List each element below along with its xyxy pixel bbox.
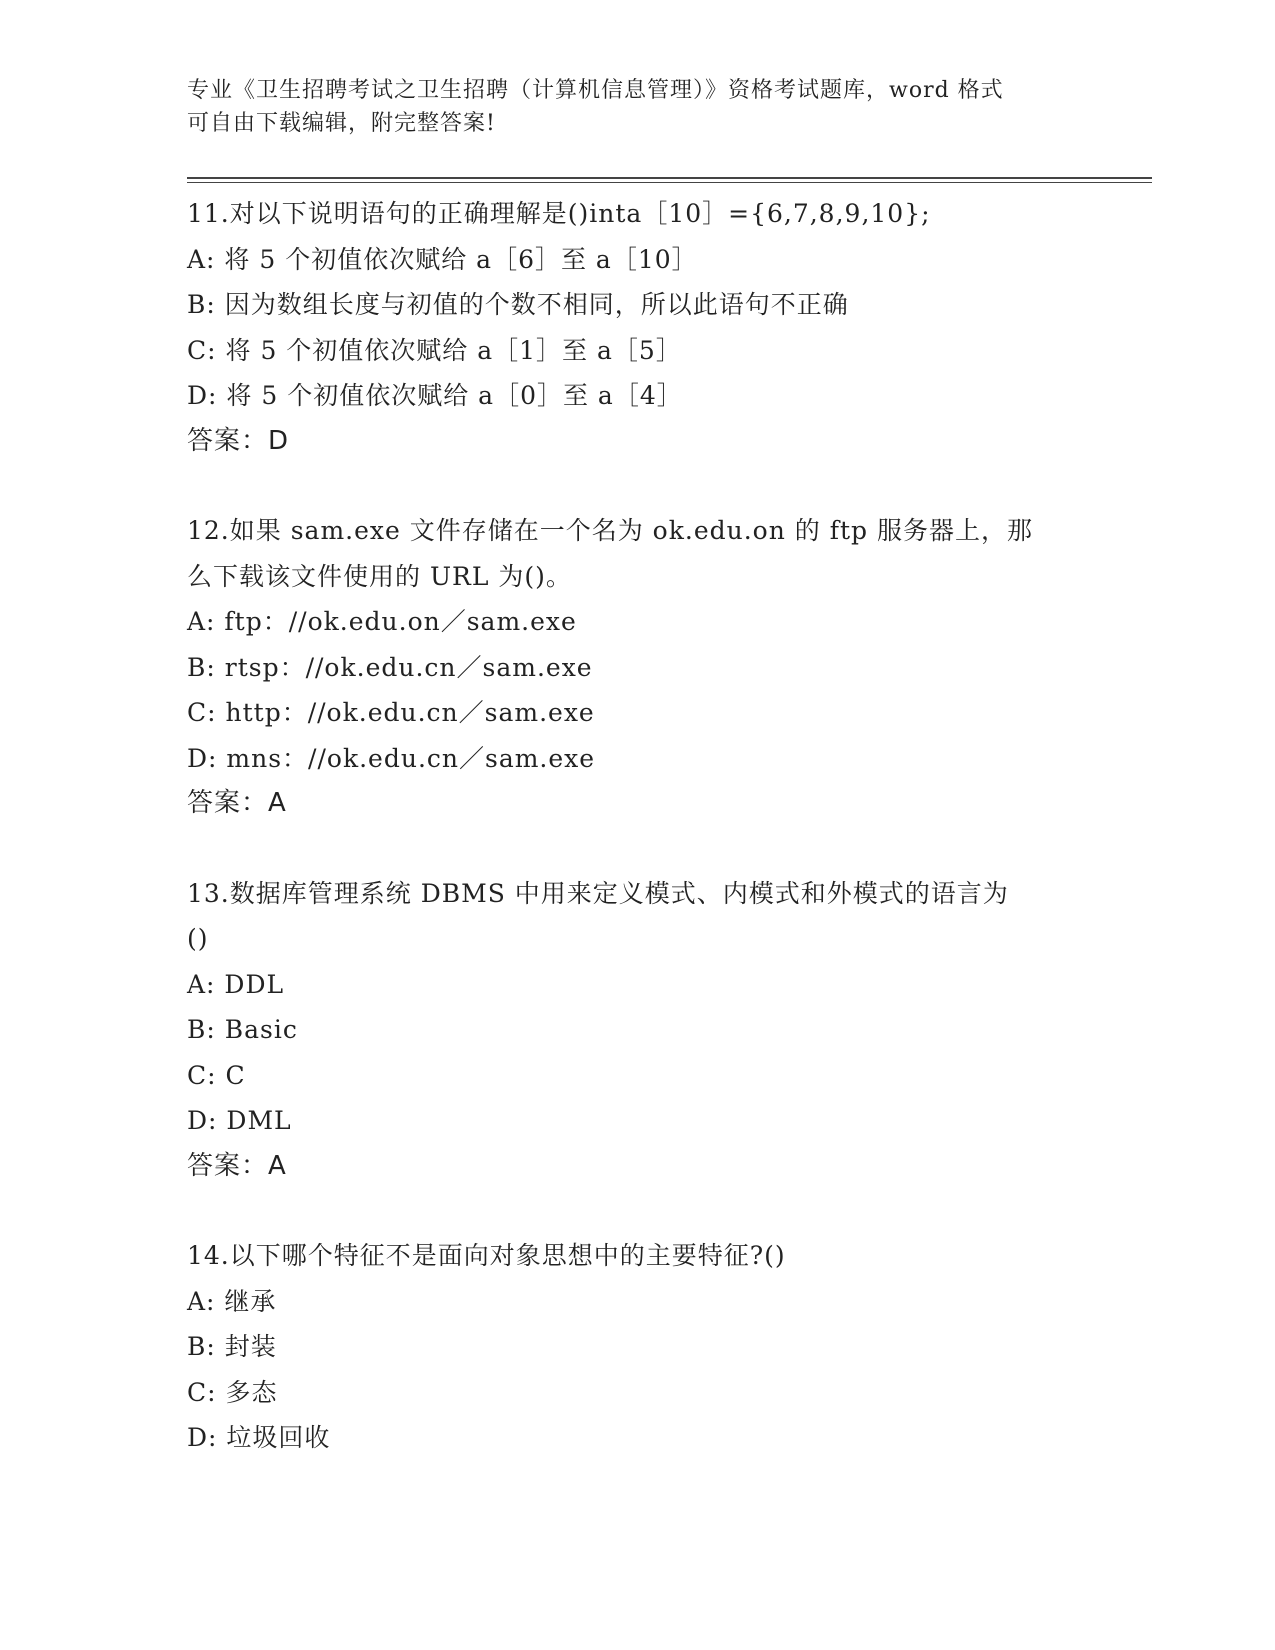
question-item [187, 191, 1087, 464]
option-c: C: C [187, 1060, 246, 1090]
question-item [187, 871, 1087, 1190]
option-d: D: 垃圾回收 [187, 1423, 331, 1452]
question-item [187, 508, 1087, 827]
answer-line: 答案：A [187, 788, 287, 818]
option-b: B: 因为数组长度与初值的个数不相同，所以此语句不正确 [187, 290, 849, 319]
question-stem-continued: () [187, 924, 209, 953]
header-divider-thick [187, 177, 1152, 179]
option-b: B: 封装 [187, 1332, 277, 1361]
option-a: A: 继承 [187, 1286, 277, 1316]
option-c: C: 将 5 个初值依次赋给 a［1］至 a［5］ [187, 335, 682, 365]
option-b: B: rtsp：//ok.edu.cn／sam.exe [187, 652, 593, 682]
question-stem: 12.如果 sam.exe 文件存储在一个名为 ok.edu.on 的 ftp 服务器上，那 [187, 516, 1033, 545]
answer-line: 答案：A [187, 1150, 287, 1181]
question-stem: 13.数据库管理系统 DBMS 中用来定义模式、内模式和外模式的语言为 [187, 878, 1009, 908]
question-stem: 11.对以下说明语句的正确理解是()inta［10］={6,7,8,9,10}; [187, 199, 931, 228]
option-b: B: Basic [187, 1015, 298, 1044]
answer-line: 答案：D [187, 425, 290, 456]
header-line-1: 专业《卫生招聘考试之卫生招聘（计算机信息管理）》资格考试题库，word 格式 [187, 78, 1004, 103]
option-d: D: DML [187, 1106, 292, 1135]
option-d: D: mns：//ok.edu.cn／sam.exe [187, 743, 596, 773]
option-c: C: http：//ok.edu.cn／sam.exe [187, 698, 595, 727]
question-stem-continued: 么下载该文件使用的 URL 为()。 [187, 561, 572, 591]
option-c: C: 多态 [187, 1377, 278, 1407]
question-stem: 14.以下哪个特征不是面向对象思想中的主要特征?() [187, 1241, 786, 1270]
header-line-2: 可自由下载编辑，附完整答案! [187, 111, 496, 136]
option-a: A: ftp：//ok.edu.on／sam.exe [187, 607, 577, 636]
header-divider-thin [187, 182, 1152, 183]
document-header [187, 74, 1087, 140]
question-item [187, 1233, 1087, 1461]
option-a: A: DDL [187, 969, 285, 999]
option-d: D: 将 5 个初值依次赋给 a［0］至 a［4］ [187, 381, 683, 410]
question-list [187, 191, 1087, 1505]
option-a: A: 将 5 个初值依次赋给 a［6］至 a［10］ [187, 244, 698, 274]
